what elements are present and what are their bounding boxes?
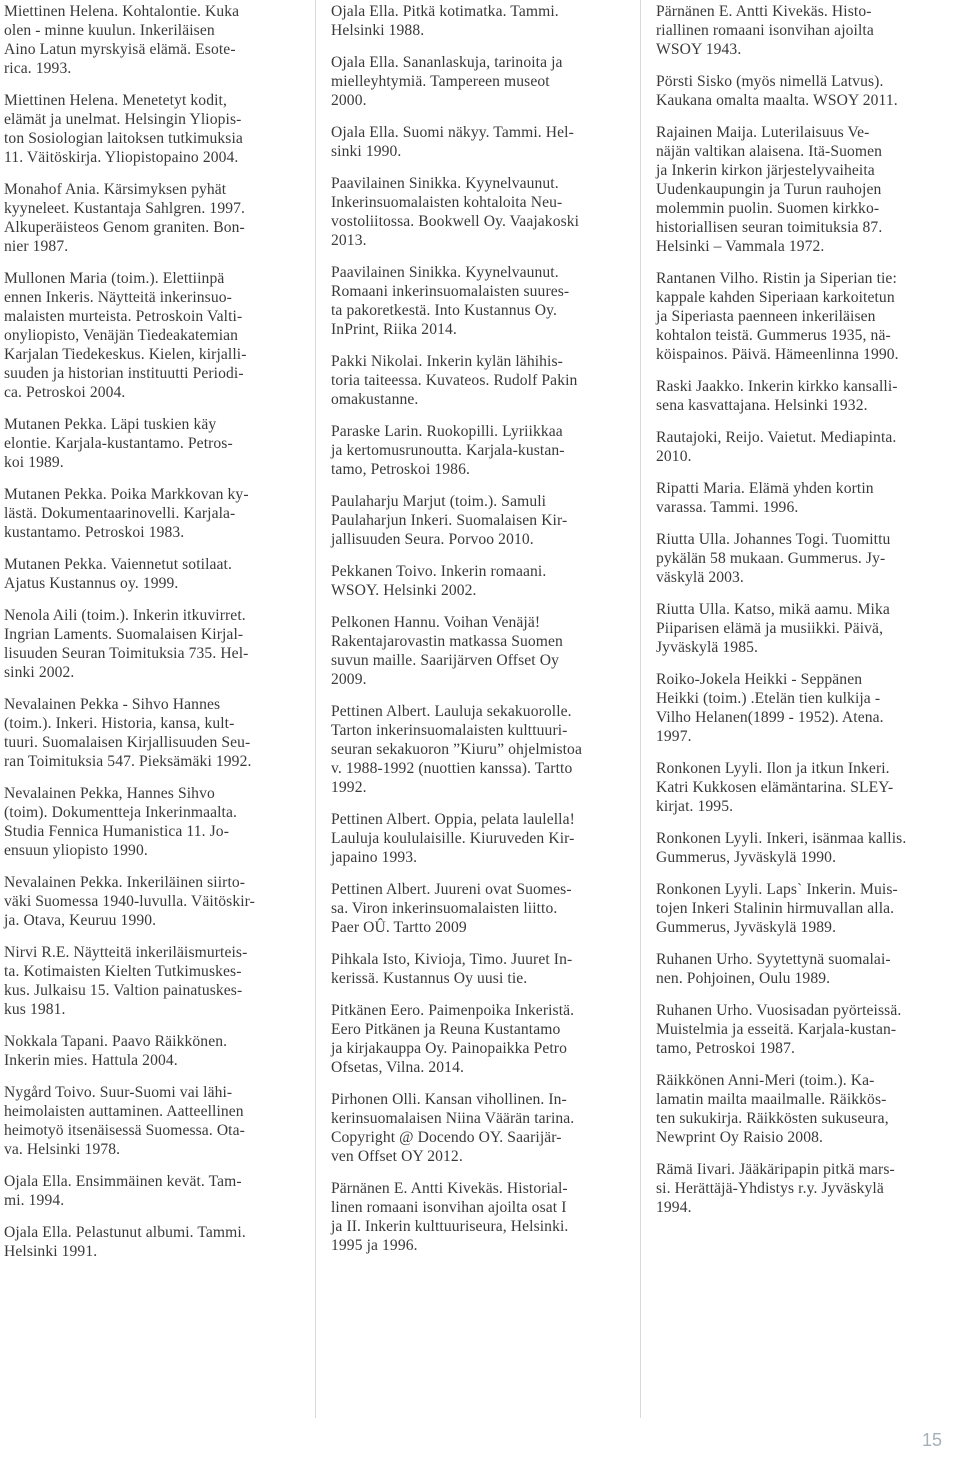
bibliography-entry: Ojala Ella. Pelastunut albumi. Tammi. Helsinki 1991. xyxy=(4,1224,246,1260)
bibliography-entry: Nevalainen Pekka - Sihvo Hannes (toim.). Inkeri. Historia, kansa, kult- tuuri. Suomalaisen Kirjallisuuden Seu- ran Toimituksia 547. Pieksämäki 1992. xyxy=(4,696,252,770)
bibliography-entry: Pörsti Sisko (myös nimellä Latvus). Kaukana omalta maalta. WSOY 2011. xyxy=(656,73,898,109)
bibliography-entry: Pärnänen E. Antti Kivekäs. Histo- riallinen romaani isonvihan ajoilta WSOY 1943. xyxy=(656,3,874,58)
bibliography-entry: Pettinen Albert. Juureni ovat Suomes- sa. Viron inkerinsuomalaisten liitto. Paer OÛ. Tartto 2009 xyxy=(331,881,572,936)
column-divider xyxy=(315,0,316,1418)
bibliography-entry: Ripatti Maria. Elämä yhden kortin varassa. Tammi. 1996. xyxy=(656,480,874,516)
bibliography-entry: Paulaharju Marjut (toim.). Samuli Paulaharjun Inkeri. Suomalaisen Kir- jallisuuden Seura. Porvoo 2010. xyxy=(331,493,568,548)
bibliography-entry: Paraske Larin. Ruokopilli. Lyriikkaa ja kertomusrunoutta. Karjala-kustan- tamo, Petroskoi 1986. xyxy=(331,423,565,478)
bibliography-entry: Pärnänen E. Antti Kivekäs. Historial- linen romaani isonvihan ajoilta osat I ja II. Inkerin kulttuuriseura, Helsinki. 1995 ja 1996. xyxy=(331,1180,569,1254)
bibliography-entry: Ojala Ella. Ensimmäinen kevät. Tam- mi. 1994. xyxy=(4,1173,242,1209)
bibliography-entry: Paavilainen Sinikka. Kyynelvaunut. Romaani inkerinsuomalaisten suures- ta pakoretkestä. Into Kustannus Oy. InPrint, Riika 2014. xyxy=(331,264,570,338)
page-number: 15 xyxy=(921,1430,942,1450)
bibliography-entry: Miettinen Helena. Menetetyt kodit, elämät ja unelmat. Helsingin Yliopis- ton Sosiologian laitoksen tutkimuksia 11. Väitöskirja. Yliopistopaino 2004. xyxy=(4,92,243,166)
bibliography-entry: Ronkonen Lyyli. Ilon ja itkun Inkeri. Katri Kukkosen elämäntarina. SLEY- kirjat. 1995. xyxy=(656,760,894,815)
bibliography-column-3 xyxy=(656,2,952,1230)
bibliography-entry: Ronkonen Lyyli. Inkeri, isänmaa kallis. Gummerus, Jyväskylä 1990. xyxy=(656,830,907,866)
bibliography-entry: Nirvi R.E. Näytteitä inkeriläismurteis- ta. Kotimaisten Kielten Tutkimuskes- kus. Julkaisu 15. Valtion painatuskes- kus 1981. xyxy=(4,944,248,1018)
bibliography-entry: Ruhanen Urho. Syytettynä suomalai- nen. Pohjoinen, Oulu 1989. xyxy=(656,951,891,987)
bibliography-entry: Pettinen Albert. Oppia, pelata laulella! Lauluja koululaisille. Kiuruveden Kir- japaino 1993. xyxy=(331,811,575,866)
bibliography-entry: Pelkonen Hannu. Voihan Venäjä! Rakentajarovastin matkassa Suomen suvun maille. Saarijärven Offset Oy 2009. xyxy=(331,614,563,688)
bibliography-entry: Mutanen Pekka. Poika Markkovan ky- lästä. Dokumentaarinovelli. Karjala- kustantamo. Petroskoi 1983. xyxy=(4,486,249,541)
bibliography-entry: Rajainen Maija. Luterilaisuus Ve- näjän valtikan alaisena. Itä-Suomen ja Inkerin kirkon järjestelyvaiheita Uudenkaupungin ja Turun rauhojen molemmin puolin. Suomen kirkko- historiallisen seuran toimituksia 87. Helsinki – Vammala 1972. xyxy=(656,124,883,255)
bibliography-entry: Paavilainen Sinikka. Kyynelvaunut. Inkerinsuomalaisten kohtaloita Neu- vostoliitossa. Bookwell Oy. Vaajakoski 2013. xyxy=(331,175,580,249)
bibliography-entry: Mutanen Pekka. Vaiennetut sotilaat. Ajatus Kustannus oy. 1999. xyxy=(4,556,232,592)
bibliography-entry: Mutanen Pekka. Läpi tuskien käy elontie. Karjala-kustantamo. Petros- koi 1989. xyxy=(4,416,233,471)
bibliography-entry: Roiko-Jokela Heikki - Seppänen Heikki (toim.) .Etelän tien kulkija - Vilho Helanen(1899 - 1952). Atena. 1997. xyxy=(656,671,884,745)
bibliography-entry: Rautajoki, Reijo. Vaietut. Mediapinta. 2010. xyxy=(656,429,897,465)
bibliography-entry: Ruhanen Urho. Vuosisadan pyörteissä. Muistelmia ja esseitä. Karjala-kustan- tamo, Petroskoi 1987. xyxy=(656,1002,902,1057)
bibliography-entry: Pettinen Albert. Lauluja sekakuorolle. Tarton inkerinsuomalaisten kulttuuri- seuran sekakuoron ”Kiuru” ohjelmistoa v. 1988-1992 (nuottien kanssa). Tartto 1992. xyxy=(331,703,582,796)
bibliography-entry: Rämä Iivari. Jääkäripapin pitkä mars- si. Herättäjä-Yhdistys r.y. Jyväskylä 1994. xyxy=(656,1161,895,1216)
bibliography-entry: Riutta Ulla. Johannes Togi. Tuomittu pykälän 58 mukaan. Gummerus. Jy- väskylä 2003. xyxy=(656,531,891,586)
bibliography-entry: Ojala Ella. Sananlaskuja, tarinoita ja mielleyhtymiä. Tampereen museot 2000. xyxy=(331,54,563,109)
bibliography-entry: Ronkonen Lyyli. Laps` Inkerin. Muis- tojen Inkeri Stalinin hirmuvallan alla. Gummerus, Jyväskylä 1989. xyxy=(656,881,898,936)
bibliography-entry: Pakki Nikolai. Inkerin kylän lähihis- toria taiteessa. Kuvateos. Rudolf Pakin omakustanne. xyxy=(331,353,578,408)
bibliography-entry: Raski Jaakko. Inkerin kirkko kansalli- sena kasvattajana. Helsinki 1932. xyxy=(656,378,898,414)
bibliography-entry: Pekkanen Toivo. Inkerin romaani. WSOY. Helsinki 2002. xyxy=(331,563,547,599)
bibliography-column-2 xyxy=(331,2,627,1268)
column-divider xyxy=(640,0,641,1418)
bibliography-column-1 xyxy=(4,2,300,1274)
bibliography-entry: Nokkala Tapani. Paavo Räikkönen. Inkerin mies. Hattula 2004. xyxy=(4,1033,228,1069)
bibliography-entry: Rantanen Vilho. Ristin ja Siperian tie: kappale kahden Siperiaan karkoitetun ja Siperiasta paenneen inkeriläisen kohtalon teistä. Gummerus 1935, nä- köispainos. Päivä. Hämeenlinna 1990. xyxy=(656,270,899,363)
bibliography-entry: Pihkala Isto, Kivioja, Timo. Juuret In- kerissä. Kustannus Oy uusi tie. xyxy=(331,951,573,987)
bibliography-entry: Pirhonen Olli. Kansan vihollinen. In- kerinsuomalaisen Niina Väärän tarina. Copyright @ Docendo OY. Saarijär- ven Offset OY 2012. xyxy=(331,1091,575,1165)
bibliography-entry: Pitkänen Eero. Paimenpoika Inkeristä. Eero Pitkänen ja Reuna Kustantamo ja kirjakauppa Oy. Painopaikka Petro Ofsetas, Vilna. 2014. xyxy=(331,1002,575,1076)
bibliography-entry: Nygård Toivo. Suur-Suomi vai lähi- heimolaisten auttaminen. Aatteellinen heimotyö itsenäisessä Suomessa. Ota- va. Helsinki 1978. xyxy=(4,1084,245,1158)
bibliography-entry: Monahof Ania. Kärsimyksen pyhät kyyneleet. Kustantaja Sahlgren. 1997. Alkuperäisteos Genom graniten. Bon- nier 1987. xyxy=(4,181,246,255)
bibliography-entry: Ojala Ella. Pitkä kotimatka. Tammi. Helsinki 1988. xyxy=(331,3,559,39)
bibliography-entry: Miettinen Helena. Kohtalontie. Kuka olen - minne kuulun. Inkeriläisen Aino Latun myrskyisä elämä. Esote- rica. 1993. xyxy=(4,3,240,77)
bibliography-entry: Mullonen Maria (toim.). Elettiinpä ennen Inkeris. Näytteitä inkerinsuo- malaisten murteista. Petroskoin Valti- onyliopisto, Venäjän Tiedeakatemian Karjalan Tiedekeskus. Kielen, kirjalli- suuden ja historian instituutti Periodi- ca. Petroskoi 2004. xyxy=(4,270,247,401)
bibliography-entry: Ojala Ella. Suomi näkyy. Tammi. Hel- sinki 1990. xyxy=(331,124,574,160)
bibliography-entry: Riutta Ulla. Katso, mikä aamu. Mika Piiparisen elämä ja musiikki. Päivä, Jyväskylä 1985. xyxy=(656,601,890,656)
bibliography-entry: Nenola Aili (toim.). Inkerin itkuvirret. Ingrian Laments. Suomalaisen Kirjal- lisuuden Seuran Toimituksia 735. Hel- sinki 2002. xyxy=(4,607,249,681)
bibliography-entry: Nevalainen Pekka, Hannes Sihvo (toim). Dokumentteja Inkerinmaalta. Studia Fennica Humanistica 11. Jo- ensuun yliopisto 1990. xyxy=(4,785,237,859)
bibliography-entry: Nevalainen Pekka. Inkeriläinen siirto- väki Suomessa 1940-luvulla. Väitöskir- ja. Otava, Keuruu 1990. xyxy=(4,874,255,929)
bibliography-entry: Räikkönen Anni-Meri (toim.). Ka- lamatin mailta maailmalle. Räikkös- ten sukukirja. Räikkösten sukuseura, Newprint Oy Raisio 2008. xyxy=(656,1072,889,1146)
